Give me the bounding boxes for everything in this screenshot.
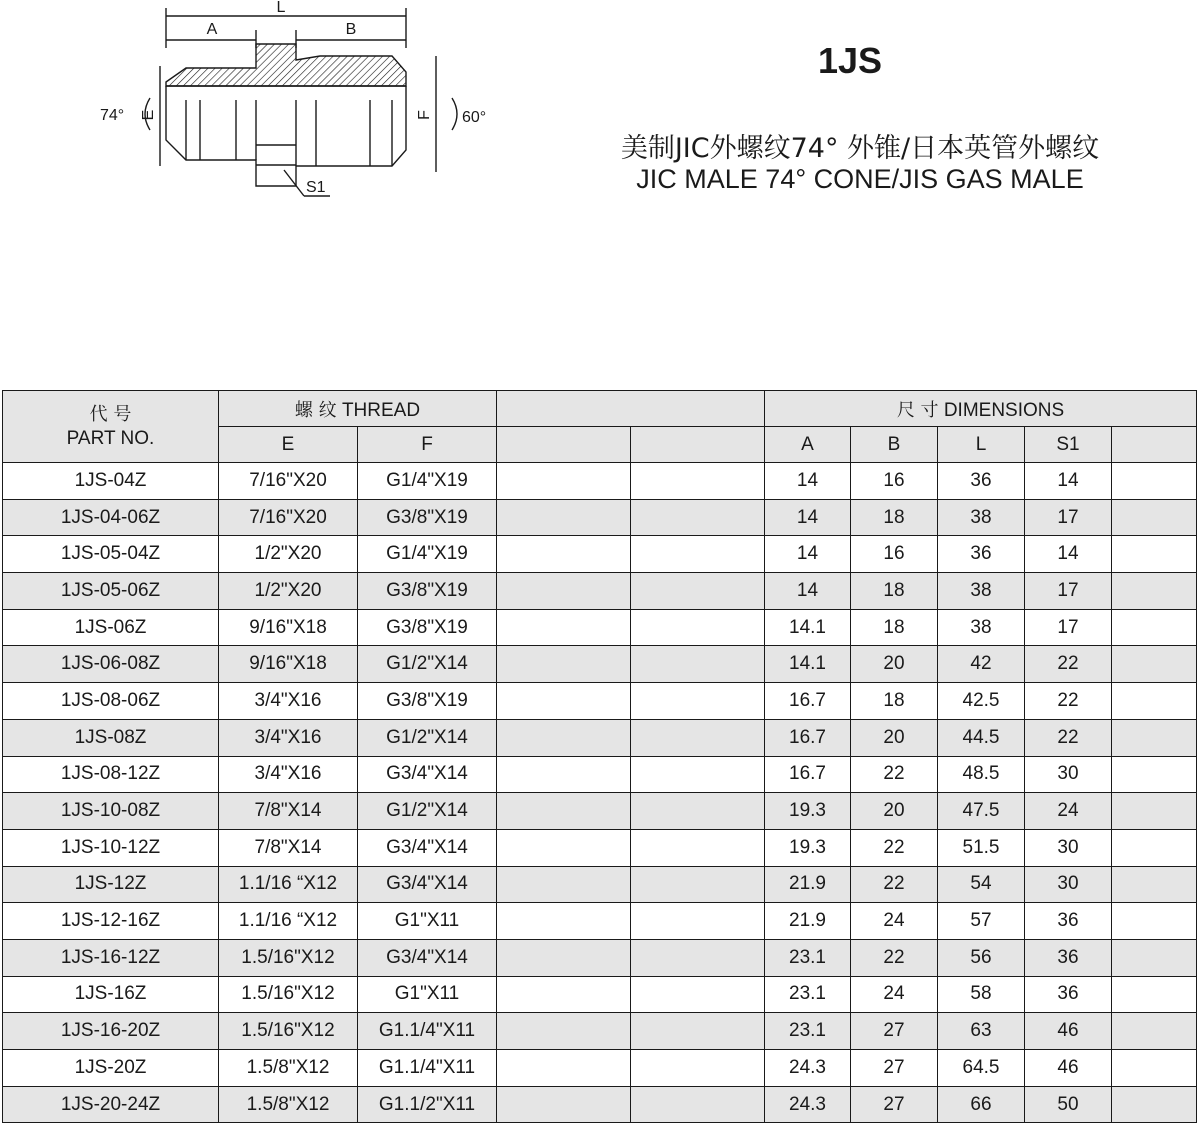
cell-blank xyxy=(631,829,765,866)
header-thread-cn: 螺 纹 xyxy=(294,399,337,421)
cell-dim-b: 20 xyxy=(851,793,938,830)
cell-dim-s1: 17 xyxy=(1025,609,1112,646)
cell-thread-e: 7/8"X14 xyxy=(219,829,358,866)
header-thread xyxy=(219,391,497,427)
cell-blank xyxy=(1112,903,1197,940)
drawing-label-A: A xyxy=(206,21,218,38)
cell-blank xyxy=(631,463,765,500)
table-row xyxy=(3,499,1197,536)
cell-part-no: 1JS-08-06Z xyxy=(3,683,219,720)
table-row xyxy=(3,976,1197,1013)
header-part-en: PART NO. xyxy=(66,427,155,449)
cell-dim-b: 22 xyxy=(851,939,938,976)
cell-dim-s1: 24 xyxy=(1025,793,1112,830)
cell-blank xyxy=(631,609,765,646)
table-body xyxy=(3,463,1197,1123)
cell-blank xyxy=(497,793,631,830)
cell-thread-f: G3/4"X14 xyxy=(358,939,497,976)
cell-dim-l: 57 xyxy=(938,903,1025,940)
cell-thread-e: 1.5/16"X12 xyxy=(219,976,358,1013)
cell-dim-l: 38 xyxy=(938,573,1025,610)
cell-part-no: 1JS-06-08Z xyxy=(3,646,219,683)
cell-dim-b: 20 xyxy=(851,646,938,683)
header-col-blank xyxy=(497,427,631,463)
cell-dim-l: 36 xyxy=(938,463,1025,500)
cell-blank xyxy=(1112,1086,1197,1123)
cell-dim-b: 18 xyxy=(851,683,938,720)
cell-blank xyxy=(631,976,765,1013)
header-col-blank xyxy=(1112,427,1197,463)
cell-blank xyxy=(631,939,765,976)
cell-dim-l: 38 xyxy=(938,499,1025,536)
cell-thread-f: G3/4"X14 xyxy=(358,866,497,903)
cell-dim-b: 18 xyxy=(851,499,938,536)
cell-dim-a: 23.1 xyxy=(765,1013,851,1050)
cell-dim-l: 64.5 xyxy=(938,1050,1025,1087)
cell-thread-f: G1.1/4"X11 xyxy=(358,1050,497,1087)
cell-blank xyxy=(631,1013,765,1050)
cell-blank xyxy=(497,829,631,866)
cell-dim-b: 27 xyxy=(851,1086,938,1123)
drawing-label-S1: S1 xyxy=(306,179,326,196)
header-part-no xyxy=(3,391,219,463)
cell-thread-f: G1/4"X19 xyxy=(358,463,497,500)
cell-dim-l: 47.5 xyxy=(938,793,1025,830)
cell-blank xyxy=(497,609,631,646)
cell-blank xyxy=(631,1050,765,1087)
cell-dim-a: 23.1 xyxy=(765,976,851,1013)
cell-dim-l: 38 xyxy=(938,609,1025,646)
cell-blank xyxy=(631,756,765,793)
cell-dim-b: 18 xyxy=(851,609,938,646)
header-dimensions xyxy=(765,391,1197,427)
cell-dim-a: 16.7 xyxy=(765,719,851,756)
cell-part-no: 1JS-05-04Z xyxy=(3,536,219,573)
cell-dim-l: 54 xyxy=(938,866,1025,903)
cell-blank xyxy=(497,866,631,903)
header-col-E: E xyxy=(219,427,358,463)
cell-blank xyxy=(497,499,631,536)
cell-dim-s1: 17 xyxy=(1025,573,1112,610)
cell-blank xyxy=(1112,573,1197,610)
cell-dim-s1: 30 xyxy=(1025,756,1112,793)
cell-thread-f: G3/8"X19 xyxy=(358,683,497,720)
drawing-label-E: E xyxy=(140,109,157,121)
cell-thread-f: G3/4"X14 xyxy=(358,756,497,793)
cell-dim-s1: 14 xyxy=(1025,463,1112,500)
cell-blank xyxy=(1112,719,1197,756)
table-row xyxy=(3,683,1197,720)
cell-blank xyxy=(1112,976,1197,1013)
cell-blank xyxy=(631,903,765,940)
fitting-technical-drawing xyxy=(0,0,520,210)
cell-thread-f: G3/8"X19 xyxy=(358,573,497,610)
cell-part-no: 1JS-05-06Z xyxy=(3,573,219,610)
cell-blank xyxy=(497,463,631,500)
cell-dim-l: 44.5 xyxy=(938,719,1025,756)
cell-blank xyxy=(631,866,765,903)
cell-blank xyxy=(1112,939,1197,976)
table-row xyxy=(3,609,1197,646)
cell-dim-l: 36 xyxy=(938,536,1025,573)
cell-dim-s1: 36 xyxy=(1025,976,1112,1013)
cell-thread-f: G3/4"X14 xyxy=(358,829,497,866)
cell-dim-a: 23.1 xyxy=(765,939,851,976)
cell-blank xyxy=(631,719,765,756)
cell-blank xyxy=(497,903,631,940)
cell-thread-f: G1"X11 xyxy=(358,903,497,940)
table-row xyxy=(3,793,1197,830)
cell-blank xyxy=(497,1050,631,1087)
cell-dim-l: 58 xyxy=(938,976,1025,1013)
table-row xyxy=(3,463,1197,500)
cell-thread-e: 3/4"X16 xyxy=(219,683,358,720)
table-row xyxy=(3,1086,1197,1123)
cell-thread-e: 1.5/16"X12 xyxy=(219,1013,358,1050)
cell-dim-s1: 14 xyxy=(1025,536,1112,573)
cell-dim-l: 63 xyxy=(938,1013,1025,1050)
cell-thread-e: 1/2"X20 xyxy=(219,536,358,573)
cell-blank xyxy=(497,756,631,793)
subtitle-english: JIC MALE 74° CONE/JIS GAS MALE xyxy=(636,164,1084,194)
cell-dim-b: 24 xyxy=(851,903,938,940)
cell-dim-a: 16.7 xyxy=(765,756,851,793)
cell-dim-a: 14 xyxy=(765,463,851,500)
cell-dim-b: 22 xyxy=(851,829,938,866)
header-blank xyxy=(497,391,765,427)
cell-blank xyxy=(1112,866,1197,903)
cell-thread-e: 7/8"X14 xyxy=(219,793,358,830)
cell-thread-e: 9/16"X18 xyxy=(219,646,358,683)
cell-dim-s1: 22 xyxy=(1025,683,1112,720)
table-header-row-1 xyxy=(3,391,1197,427)
cell-dim-a: 14 xyxy=(765,499,851,536)
cell-dim-b: 22 xyxy=(851,866,938,903)
cell-dim-s1: 36 xyxy=(1025,939,1112,976)
table-row xyxy=(3,1013,1197,1050)
drawing-label-F: F xyxy=(416,110,433,120)
cell-dim-s1: 46 xyxy=(1025,1050,1112,1087)
cell-part-no: 1JS-20-24Z xyxy=(3,1086,219,1123)
cell-part-no: 1JS-10-12Z xyxy=(3,829,219,866)
cell-thread-f: G1"X11 xyxy=(358,976,497,1013)
cell-blank xyxy=(631,573,765,610)
cell-part-no: 1JS-04-06Z xyxy=(3,499,219,536)
table-row xyxy=(3,1050,1197,1087)
cell-dim-s1: 17 xyxy=(1025,499,1112,536)
cell-thread-f: G1/4"X19 xyxy=(358,536,497,573)
cell-part-no: 1JS-16-12Z xyxy=(3,939,219,976)
cell-dim-a: 16.7 xyxy=(765,683,851,720)
cell-dim-b: 27 xyxy=(851,1050,938,1087)
cell-dim-l: 48.5 xyxy=(938,756,1025,793)
cell-part-no: 1JS-08Z xyxy=(3,719,219,756)
cell-thread-e: 9/16"X18 xyxy=(219,609,358,646)
cell-dim-l: 42.5 xyxy=(938,683,1025,720)
cell-blank xyxy=(631,646,765,683)
header-col-B: B xyxy=(851,427,938,463)
cell-part-no: 1JS-08-12Z xyxy=(3,756,219,793)
cell-dim-s1: 30 xyxy=(1025,866,1112,903)
header-col-L: L xyxy=(938,427,1025,463)
cell-blank xyxy=(497,573,631,610)
cell-part-no: 1JS-12-16Z xyxy=(3,903,219,940)
cell-blank xyxy=(631,536,765,573)
drawing-label-L: L xyxy=(276,0,286,16)
cell-blank xyxy=(1112,829,1197,866)
cell-thread-f: G3/8"X19 xyxy=(358,499,497,536)
header-col-blank xyxy=(631,427,765,463)
cell-blank xyxy=(631,1086,765,1123)
cell-blank xyxy=(1112,609,1197,646)
cell-blank xyxy=(1112,646,1197,683)
table-row xyxy=(3,903,1197,940)
cell-dim-s1: 46 xyxy=(1025,1013,1112,1050)
cell-blank xyxy=(1112,463,1197,500)
cell-blank xyxy=(497,536,631,573)
cell-dim-l: 42 xyxy=(938,646,1025,683)
cell-dim-b: 16 xyxy=(851,536,938,573)
cell-thread-e: 7/16"X20 xyxy=(219,499,358,536)
cell-thread-f: G1.1/4"X11 xyxy=(358,1013,497,1050)
cell-part-no: 1JS-16Z xyxy=(3,976,219,1013)
cell-thread-e: 1/2"X20 xyxy=(219,573,358,610)
cell-part-no: 1JS-16-20Z xyxy=(3,1013,219,1050)
cell-thread-e: 1.5/8"X12 xyxy=(219,1086,358,1123)
cell-dim-a: 19.3 xyxy=(765,829,851,866)
table-row xyxy=(3,573,1197,610)
cell-blank xyxy=(497,1013,631,1050)
drawing-angle-right: 60° xyxy=(462,109,487,126)
table-row xyxy=(3,756,1197,793)
cell-dim-a: 14.1 xyxy=(765,609,851,646)
cell-dim-a: 21.9 xyxy=(765,903,851,940)
cell-blank xyxy=(1112,756,1197,793)
cell-blank xyxy=(497,939,631,976)
cell-dim-s1: 30 xyxy=(1025,829,1112,866)
cell-dim-b: 18 xyxy=(851,573,938,610)
cell-dim-b: 20 xyxy=(851,719,938,756)
drawing-label-B: B xyxy=(345,21,357,38)
table-row xyxy=(3,536,1197,573)
cell-blank xyxy=(1112,499,1197,536)
cell-blank xyxy=(631,793,765,830)
subtitle-chinese: 美制JIC外螺纹74° 外锥/日本英管外螺纹 xyxy=(620,133,1100,164)
cell-dim-b: 27 xyxy=(851,1013,938,1050)
cell-thread-e: 1.5/8"X12 xyxy=(219,1050,358,1087)
cell-dim-s1: 22 xyxy=(1025,719,1112,756)
header-dims-en: DIMENSIONS xyxy=(943,399,1065,421)
cell-thread-e: 1.1/16 “X12 xyxy=(219,903,358,940)
cell-thread-e: 7/16"X20 xyxy=(219,463,358,500)
table-row xyxy=(3,866,1197,903)
cell-blank xyxy=(631,683,765,720)
cell-thread-e: 1.5/16"X12 xyxy=(219,939,358,976)
cell-dim-l: 56 xyxy=(938,939,1025,976)
cell-dim-a: 14.1 xyxy=(765,646,851,683)
cell-blank xyxy=(1112,683,1197,720)
drawing-angle-left: 74° xyxy=(100,107,125,124)
cell-part-no: 1JS-04Z xyxy=(3,463,219,500)
cell-dim-s1: 36 xyxy=(1025,903,1112,940)
cell-thread-f: G1/2"X14 xyxy=(358,719,497,756)
header-dims-cn: 尺 寸 xyxy=(896,399,939,421)
cell-dim-a: 19.3 xyxy=(765,793,851,830)
cell-dim-b: 16 xyxy=(851,463,938,500)
cell-thread-f: G3/8"X19 xyxy=(358,609,497,646)
cell-dim-b: 24 xyxy=(851,976,938,1013)
header-thread-en: THREAD xyxy=(341,399,421,421)
cell-dim-a: 21.9 xyxy=(765,866,851,903)
cell-thread-e: 1.1/16 “X12 xyxy=(219,866,358,903)
cell-blank xyxy=(497,1086,631,1123)
table-row xyxy=(3,939,1197,976)
cell-blank xyxy=(497,683,631,720)
cell-dim-a: 24.3 xyxy=(765,1086,851,1123)
cell-dim-a: 24.3 xyxy=(765,1050,851,1087)
cell-part-no: 1JS-20Z xyxy=(3,1050,219,1087)
cell-thread-f: G1/2"X14 xyxy=(358,793,497,830)
table-row xyxy=(3,829,1197,866)
cell-dim-l: 66 xyxy=(938,1086,1025,1123)
cell-part-no: 1JS-10-08Z xyxy=(3,793,219,830)
table-row xyxy=(3,646,1197,683)
page-title: 1JS xyxy=(817,40,883,81)
cell-dim-s1: 22 xyxy=(1025,646,1112,683)
cell-blank xyxy=(497,976,631,1013)
cell-blank xyxy=(1112,536,1197,573)
cell-thread-f: G1/2"X14 xyxy=(358,646,497,683)
cell-part-no: 1JS-12Z xyxy=(3,866,219,903)
header-col-F: F xyxy=(358,427,497,463)
cell-thread-e: 3/4"X16 xyxy=(219,756,358,793)
dimensions-table xyxy=(2,390,1197,1123)
cell-dim-a: 14 xyxy=(765,536,851,573)
cell-thread-e: 3/4"X16 xyxy=(219,719,358,756)
cell-dim-s1: 50 xyxy=(1025,1086,1112,1123)
header-col-S1: S1 xyxy=(1025,427,1112,463)
cell-blank xyxy=(631,499,765,536)
cell-blank xyxy=(1112,793,1197,830)
header-part-cn: 代 号 xyxy=(89,403,132,425)
cell-blank xyxy=(497,719,631,756)
cell-dim-b: 22 xyxy=(851,756,938,793)
header-col-A: A xyxy=(765,427,851,463)
cell-dim-a: 14 xyxy=(765,573,851,610)
cell-part-no: 1JS-06Z xyxy=(3,609,219,646)
cell-blank xyxy=(1112,1050,1197,1087)
cell-thread-f: G1.1/2"X11 xyxy=(358,1086,497,1123)
table-row xyxy=(3,719,1197,756)
cell-blank xyxy=(497,646,631,683)
cell-blank xyxy=(1112,1013,1197,1050)
cell-dim-l: 51.5 xyxy=(938,829,1025,866)
